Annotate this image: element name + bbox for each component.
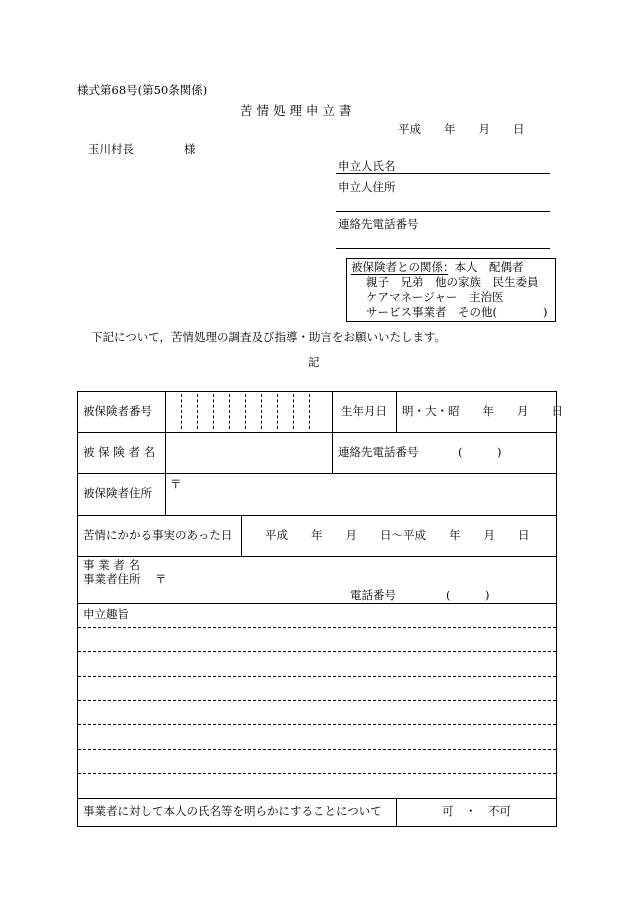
relation-line-1: 被保険者との関係：本人 配偶者 [351, 260, 524, 274]
applicant-name-line [336, 173, 550, 174]
purpose-ruled-line [78, 676, 556, 677]
col-sep-r1-c [396, 391, 397, 432]
row-sep-4 [77, 556, 557, 557]
disclosure-options[interactable]: 可 ・ 不可 [442, 804, 511, 818]
purpose-ruled-line [78, 773, 556, 774]
birth-value[interactable]: 明・大・昭 年 月 日 [402, 404, 563, 418]
col-sep-r7 [396, 798, 397, 827]
col-sep-r1-b [332, 391, 333, 473]
applicant-phone-label: 連絡先電話番号 [338, 217, 419, 231]
contact-phone-label: 連絡先電話番号 [338, 445, 419, 459]
col-sep-r3 [165, 473, 166, 515]
purpose-ruled-line [78, 651, 556, 652]
insured-number-cells[interactable] [165, 391, 332, 432]
applicant-address-line [336, 211, 550, 212]
insured-name-label: 被 保 険 者 名 [83, 445, 156, 459]
row-sep-3 [77, 515, 557, 516]
complaint-date-label: 苦情にかかる事実のあった日 [83, 528, 233, 542]
digit-divider [213, 394, 214, 429]
applicant-phone-line [336, 248, 550, 249]
ki-mark: 記 [308, 355, 320, 369]
business-postal-mark[interactable]: 〒 [155, 572, 167, 586]
form-title: 苦 情 処 理 申 立 書 [240, 103, 352, 118]
form-number: 様式第68号(第50条関係) [77, 83, 208, 97]
date-line: 平成 年 月 日 [398, 122, 525, 136]
digit-divider [229, 394, 230, 429]
purpose-ruled-line [78, 724, 556, 725]
digit-divider [277, 394, 278, 429]
complaint-date-range[interactable]: 平成 年 月 日〜平成 年 月 日 [265, 528, 530, 542]
digit-divider [309, 394, 310, 429]
digit-divider [261, 394, 262, 429]
digit-divider [197, 394, 198, 429]
digit-divider [181, 394, 182, 429]
addressee-honorific: 様 [184, 142, 196, 156]
digit-divider [293, 394, 294, 429]
row-sep-6 [77, 798, 557, 799]
insured-postal-mark[interactable]: 〒 [170, 477, 182, 491]
digit-divider [245, 394, 246, 429]
relation-line-4: サービス事業者 その他( ) [366, 305, 548, 319]
relation-line-2: 親子 兄弟 他の家族 民生委員 [366, 275, 539, 289]
insured-number-label: 被保険者番号 [83, 404, 152, 418]
purpose-ruled-line [78, 627, 556, 628]
disclosure-label: 事業者に対して本人の氏名等を明らかにすることについて [83, 804, 382, 818]
col-sep-r4 [241, 515, 242, 556]
row-sep-2 [77, 473, 557, 474]
insured-name-field[interactable] [166, 433, 331, 472]
purpose-ruled-line [78, 749, 556, 750]
birth-label: 生年月日 [341, 404, 387, 418]
purpose-label: 申立趣旨 [83, 607, 129, 621]
business-phone-label: 電話番号 [350, 588, 396, 602]
request-sentence: 下記について，苦情処理の調査及び指導・助言をお願いいたします。 [91, 330, 447, 344]
relation-line-3: ケアマネージャー 主治医 [366, 290, 504, 304]
addressee: 玉川村長 [88, 142, 134, 156]
applicant-name-label: 申立人氏名 [338, 159, 396, 173]
contact-phone-paren[interactable]: ( ) [458, 445, 502, 459]
applicant-address-label: 申立人住所 [338, 180, 396, 194]
business-phone-paren[interactable]: ( ) [446, 588, 490, 602]
business-address-label: 事業者住所 [83, 572, 141, 586]
business-name-label: 事 業 者 名 [83, 558, 140, 572]
insured-address-label: 被保険者住所 [83, 486, 152, 500]
purpose-ruled-line [78, 700, 556, 701]
